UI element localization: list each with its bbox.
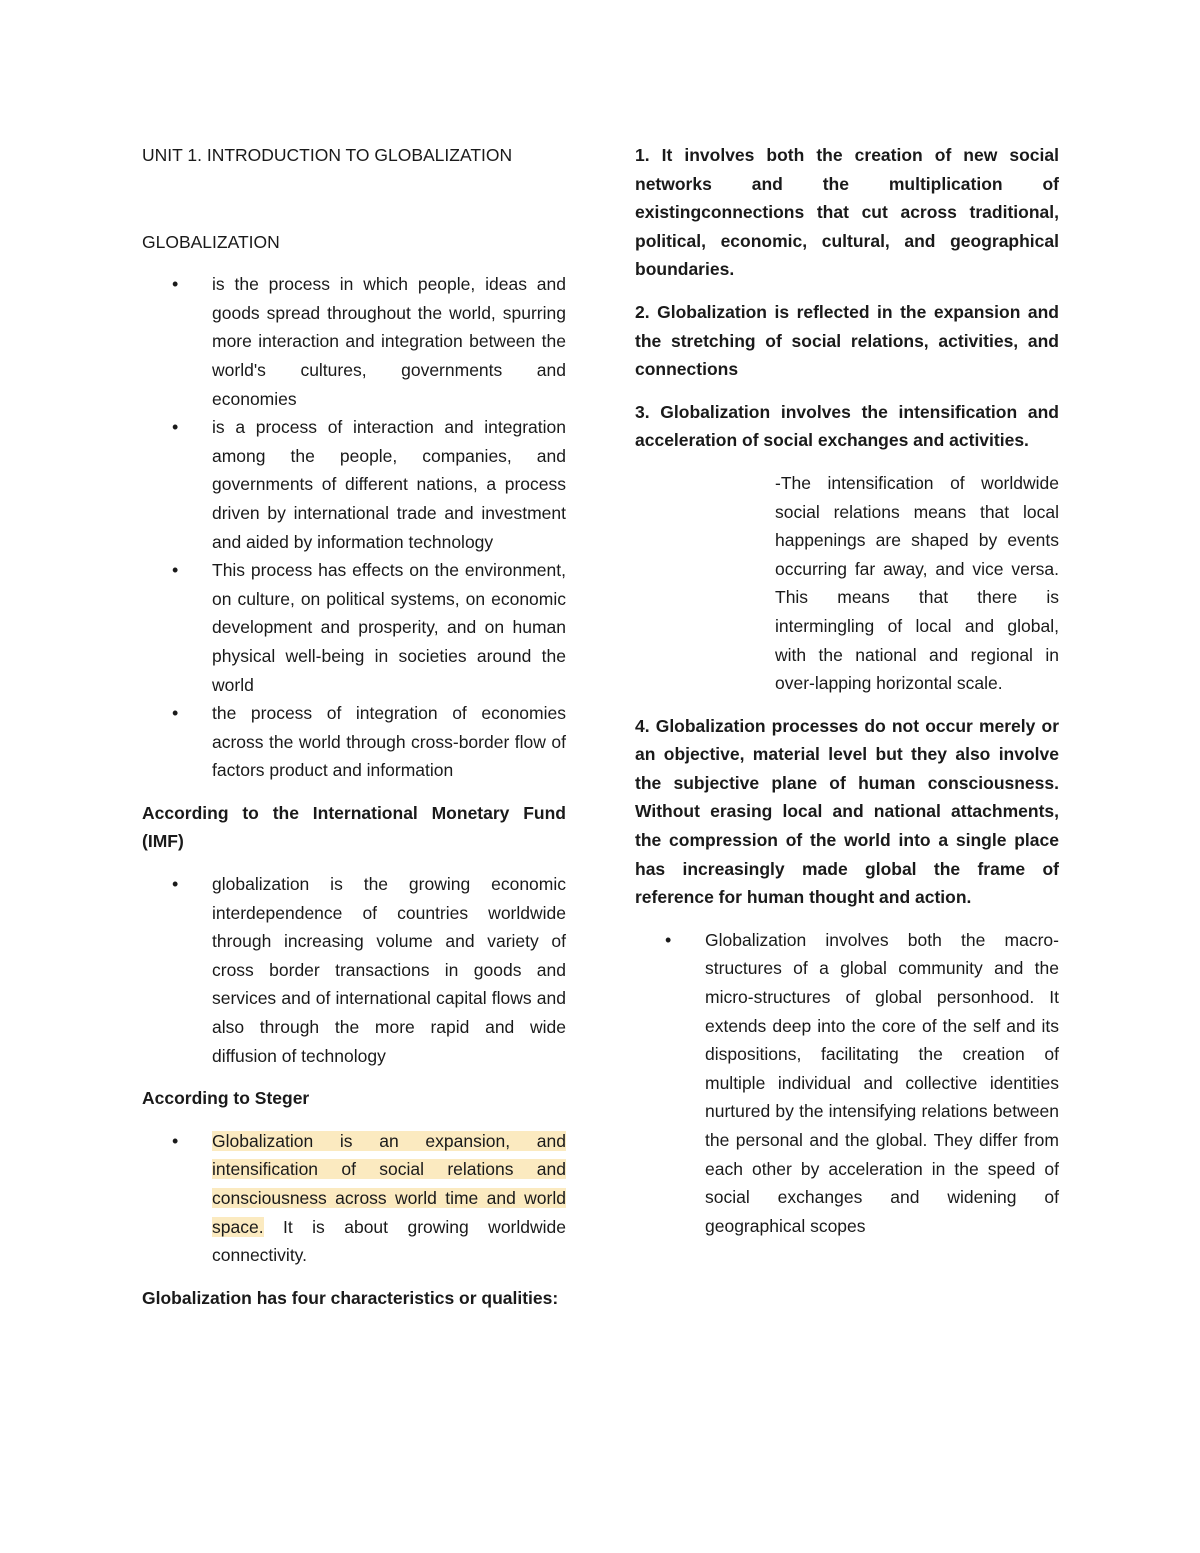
list-item: • This process has effects on the environment, on culture, on political systems, on economic development and prosperity, and on human physical well-being in societies around the world [142, 556, 566, 699]
definition-list [142, 270, 566, 785]
list-item: • is the process in which people, ideas and goods spread throughout the world, spurring more interaction and integration between the world's cultures, governments and economies [142, 270, 566, 413]
right-column [635, 141, 1059, 1240]
characteristic-1: 1. It involves both the creation of new social networks and the multiplication of existingconnections that cut across traditional, political, economic, cultural, and geographical boundaries. [635, 145, 1059, 280]
characteristic-3: 3. Globalization involves the intensification and acceleration of social exchanges and activities. [635, 401, 1059, 451]
globalization-heading: GLOBALIZATION [142, 231, 280, 252]
characteristic-3-note: -The intensification of worldwide social relations means that local happenings are shaped by events occurring far away, and vice versa. This means that there is intermingling of local and global, with the national and regional in over-lapping horizontal scale. [775, 472, 1059, 694]
list-item: • the process of integration of economies across the world through cross-border flow of factors product and information [142, 699, 566, 785]
characteristic-4: 4. Globalization processes do not occur merely or an objective, material level but they also involve the subjective plane of human consciousness. Without erasing local and national attachments, the compression of the world into a single place has increasingly made global the frame of reference for human thought and action. [635, 715, 1059, 908]
unit-title: UNIT 1. INTRODUCTION TO GLOBALIZATION [142, 145, 513, 165]
steger-heading: According to Steger [142, 1088, 310, 1109]
characteristics-heading: Globalization has four characteristics or qualities: [142, 1287, 559, 1308]
list-item: • Globalization involves both the macro-structures of a global community and the micro-structures of global personhood. It extends deep into the core of the self and its dispositions, facilitating the creation of multiple individual and collective identities nurtured by the intensifying relations between the personal and the global. They differ from each other by acceleration in the speed of social exchanges and widening of geographical scopes [635, 926, 1059, 1241]
characteristic-2: 2. Globalization is reflected in the expansion and the stretching of social relations, activities, and connections [635, 301, 1059, 380]
imf-list [142, 870, 566, 1070]
list-item: • is a process of interaction and integration among the people, companies, and governments of different nations, a process driven by international trade and investment and aided by information technology [142, 413, 566, 556]
highlighted-text: Globalization is an expansion, and intensification of social relations and consciousness across world time and world space. [212, 1130, 566, 1237]
steger-list [142, 1127, 566, 1270]
list-item [142, 1127, 566, 1270]
left-column [142, 141, 566, 1312]
list-item: • globalization is the growing economic interdependence of countries worldwide through increasing volume and variety of cross border transactions in goods and services and of international capital flows and also through the more rapid and wide diffusion of technology [142, 870, 566, 1070]
imf-heading: According to the International Monetary Fund (IMF) [142, 802, 566, 852]
characteristic-4-list [635, 926, 1059, 1241]
steger-rest-text: It is about growing worldwide connectivity. [212, 1216, 566, 1266]
